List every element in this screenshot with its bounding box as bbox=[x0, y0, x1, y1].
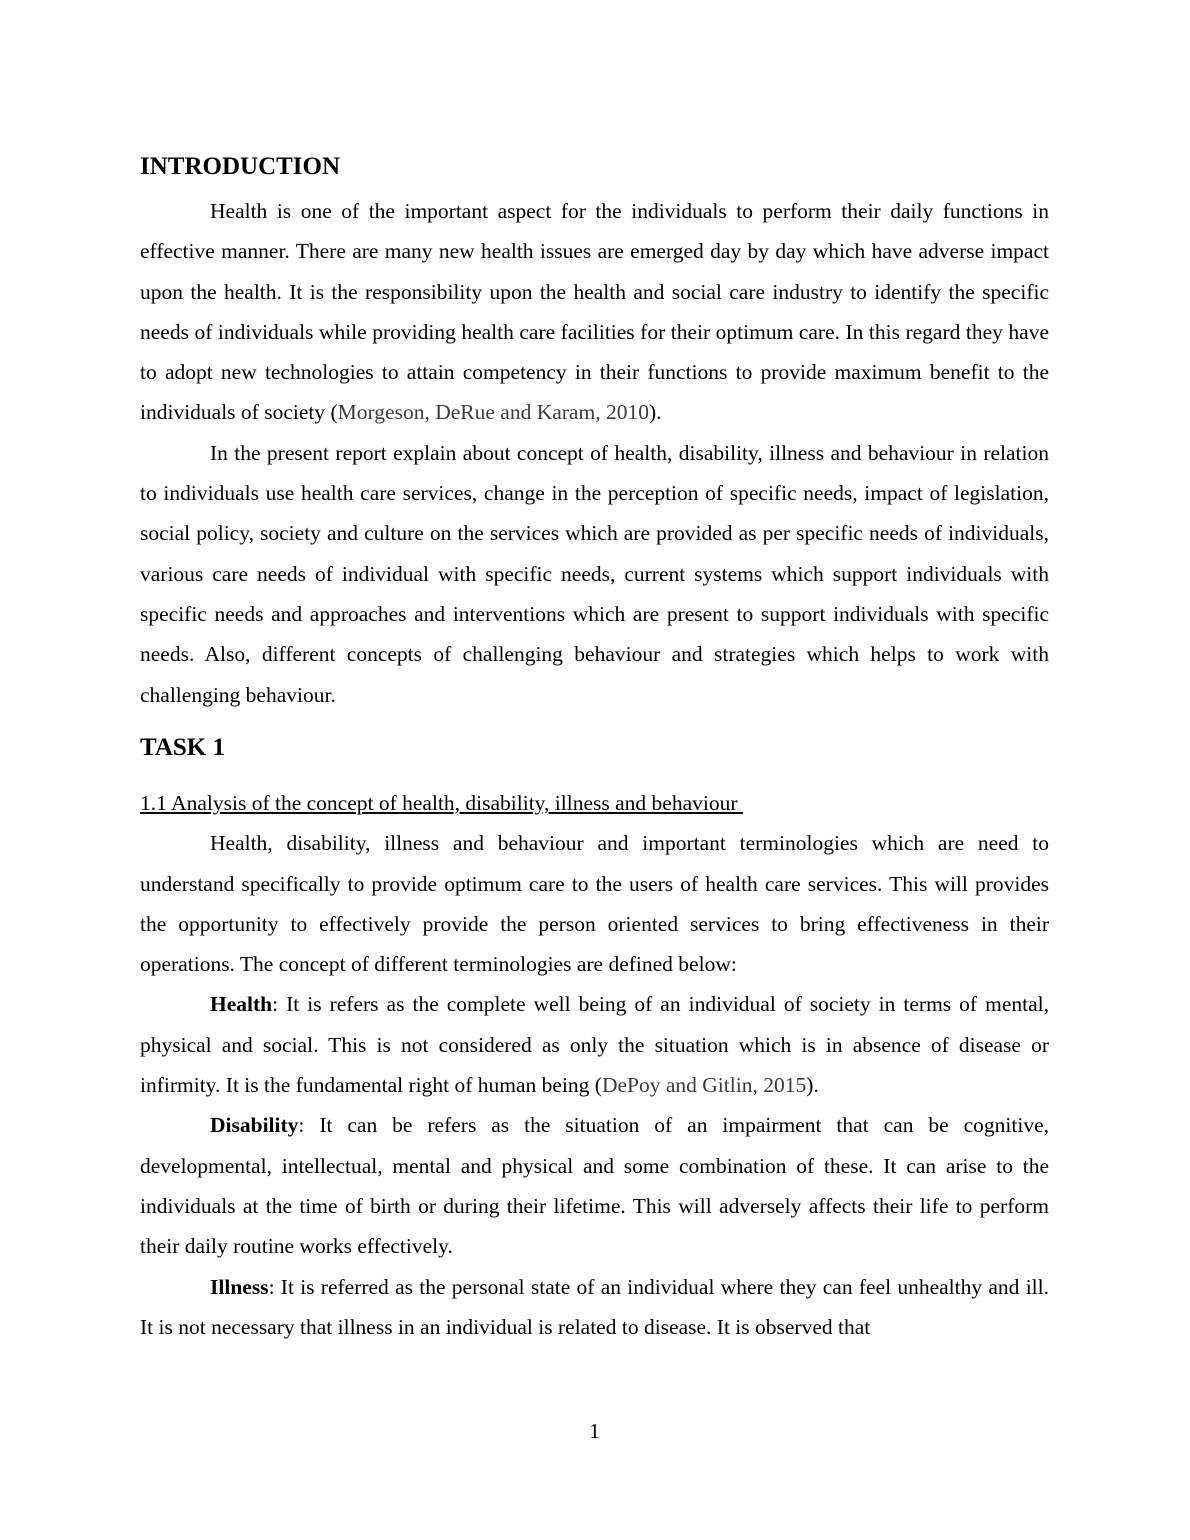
introduction-section bbox=[140, 191, 1049, 715]
health-definition-paragraph bbox=[140, 984, 1049, 1105]
citation: Morgeson, DeRue and Karam, 2010 bbox=[337, 400, 649, 425]
subsection-heading: 1.1 Analysis of the concept of health, disability, illness and behaviour bbox=[140, 791, 743, 815]
definition-text: : It can be refers as the situation of an impairment that can be cognitive, developmental, intellectual, mental and physical and some combination of these. It can arise to the individuals at the time of birth or during their lifetime. This will adversely affects their life to perform their daily routine works effectively. bbox=[140, 1113, 1049, 1259]
definition-text: : It is refers as the complete well being of an individual of society in terms of mental, physical and social. This is not considered as only the situation which is in absence of disease or infirmity. It is the fundamental right of human being ( bbox=[140, 992, 1049, 1098]
document-page bbox=[140, 0, 1049, 1540]
citation: DePoy and Gitlin, 2015 bbox=[601, 1073, 807, 1098]
paragraph-text: Health is one of the important aspect for the individuals to perform their daily functions in effective manner. There are many new health issues are emerged day by day which have adverse impact upon the health. It is the responsibility upon the health and social care industry to identify the specific needs of individuals while providing health care facilities for their optimum care. In this regard they have to adopt new technologies to attain competency in their functions to provide maximum benefit to the individuals of society ( bbox=[140, 199, 1049, 425]
introduction-paragraph-1 bbox=[140, 191, 1049, 433]
introduction-paragraph-2: In the present report explain about concept of health, disability, illness and behaviour in relation to individuals use health care services, change in the perception of specific needs, impact of legislation, social policy, society and culture on the services which are provided as per specific needs of individuals, various care needs of individual with specific needs, current systems which support individuals with specific needs and approaches and interventions which are present to support individuals with specific needs. Also, different concepts of challenging behaviour and strategies which helps to work with challenging behaviour. bbox=[140, 440, 1049, 707]
definition-text-end: ). bbox=[806, 1073, 819, 1098]
term-disability: Disability bbox=[210, 1113, 299, 1138]
task-1-heading: TASK 1 bbox=[140, 734, 225, 761]
page-number: 1 bbox=[589, 1419, 600, 1443]
task-1-intro-paragraph: Health, disability, illness and behaviour and important terminologies which are need to understand specifically to provide optimum care to the users of health care services. This will provides the opportunity to effectively provide the person oriented services to bring effectiveness in their operations. The concept of different terminologies are defined below: bbox=[140, 831, 1049, 977]
illness-definition-paragraph bbox=[140, 1267, 1049, 1348]
task-1-section bbox=[140, 783, 1049, 1347]
definition-text: : It is referred as the personal state of an individual where they can feel unhealthy and ill. It is not necessary that illness in an individual is related to disease. It is observed that bbox=[140, 1274, 1049, 1339]
introduction-heading: INTRODUCTION bbox=[140, 153, 341, 180]
term-health: Health bbox=[210, 992, 273, 1017]
term-illness: Illness bbox=[210, 1274, 269, 1299]
disability-definition-paragraph bbox=[140, 1105, 1049, 1266]
paragraph-text-end: ). bbox=[648, 400, 662, 425]
